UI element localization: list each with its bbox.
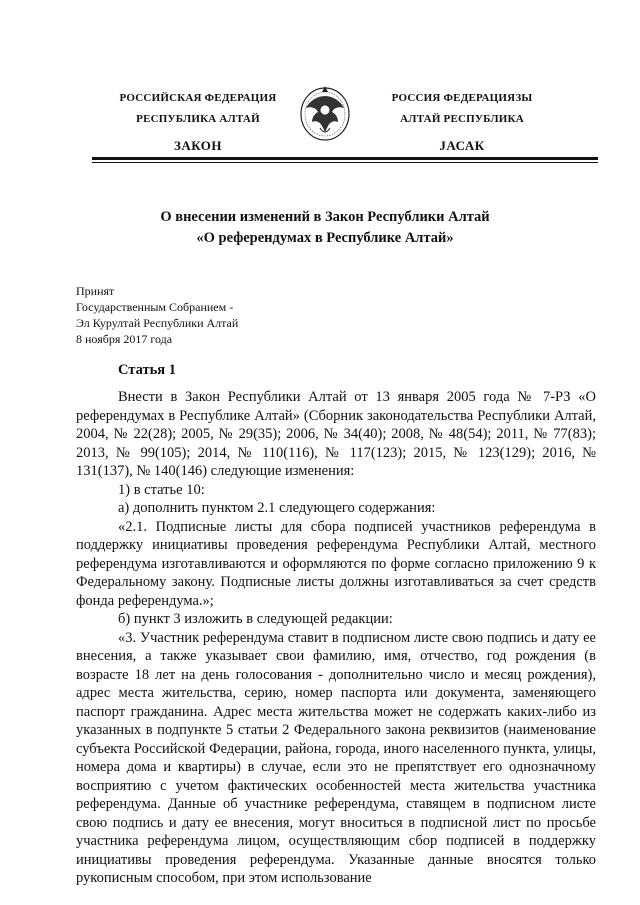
adoption-info <box>76 283 238 347</box>
adoption-line-3: Эл Курултай Республики Алтай <box>76 316 239 330</box>
adoption-line-2: Государственным Собранием - <box>76 300 234 314</box>
law-title-line-1: О внесении изменений в Закон Республики Алтай <box>160 209 490 225</box>
header-divider-thin <box>92 162 598 163</box>
paragraph-item-1: 1) в статье 10: <box>118 481 205 498</box>
paragraph-clause-2-1: «2.1. Подписные листы для сбора подписей участников референдума в поддержку инициативы проведения референдума Республики Алтай, местного референдума изготавливаются и оформляются по форме согласно приложению 9 к Федеральному закону. Подписные листы должны изготавливаться за счет средств фонда референдума.»; <box>76 518 596 609</box>
coat-of-arms-icon <box>298 82 352 142</box>
header-right-law: JАСАК <box>439 138 485 153</box>
header-left-republic: РЕСПУБЛИКА АЛТАЙ <box>136 113 260 125</box>
header-left-law: ЗАКОН <box>173 138 223 153</box>
law-title-line-2: «О референдумах в Республике Алтай» <box>196 230 454 246</box>
law-title <box>60 207 590 249</box>
adoption-line-1: Принят <box>76 284 115 298</box>
header-right <box>362 88 562 156</box>
adoption-date: 8 ноября 2017 года <box>76 332 173 346</box>
article-body <box>76 388 596 888</box>
header-left-country: РОССИЙСКАЯ ФЕДЕРАЦИЯ <box>119 92 277 104</box>
paragraph-intro: Внести в Закон Республики Алтай от 13 января 2005 года № 7-РЗ «О референдумах в Республике Алтай» (Сборник законодательства Республики Алтай, 2004, № 22(28); 2005, № 29(35); 2006, № 34(40); 2008, № 48(54); 2011, № 77(83); 2013, № 99(105); 2014, № 110(116), № 117(123); 2015, № 123(129); 2016, № 131(137), № 140(146) следующие изменения: <box>76 389 596 479</box>
header-left <box>98 88 298 156</box>
header-right-republic: АЛТАЙ РЕСПУБЛИКА <box>400 113 524 125</box>
article-heading: Статья 1 <box>118 362 176 378</box>
paragraph-clause-3: «3. Участник референдума ставит в подписном листе свою подпись и дату ее внесения, а также указывает свои фамилию, имя, отчество, год рождения (в возрасте 18 лет на день голосования - дополнительно число и месяц рождения), адрес места жительства, серию, номер паспорта или документа, заменяющего паспорт гражданина. Адрес места жительства может не содержать каких-либо из указанных в подпункте 5 статьи 2 Федерального закона реквизитов (наименование субъекта Российской Федерации, района, города, иного населенного пункта, улицы, номера дома и квартиры) в случае, если это не препятствует его однозначному восприятию с учетом фактических особенностей места жительства участника референдума. Данные об участнике референдума, ставящем в подписном листе свою подпись и дату ее внесения, могут вноситься в подписной лист по просьбе участника референдума лицом, осуществляющим сбор подписей в поддержку инициативы проведения референдума. Указанные данные вносятся только рукописным способом, при этом использование <box>76 629 596 886</box>
header-right-country: РОССИЯ ФЕДЕРАЦИЯЗЫ <box>391 92 533 104</box>
paragraph-item-a: а) дополнить пунктом 2.1 следующего содержания: <box>118 500 436 516</box>
paragraph-item-b: б) пункт 3 изложить в следующей редакции: <box>118 611 393 627</box>
header-divider-thick <box>92 157 598 160</box>
